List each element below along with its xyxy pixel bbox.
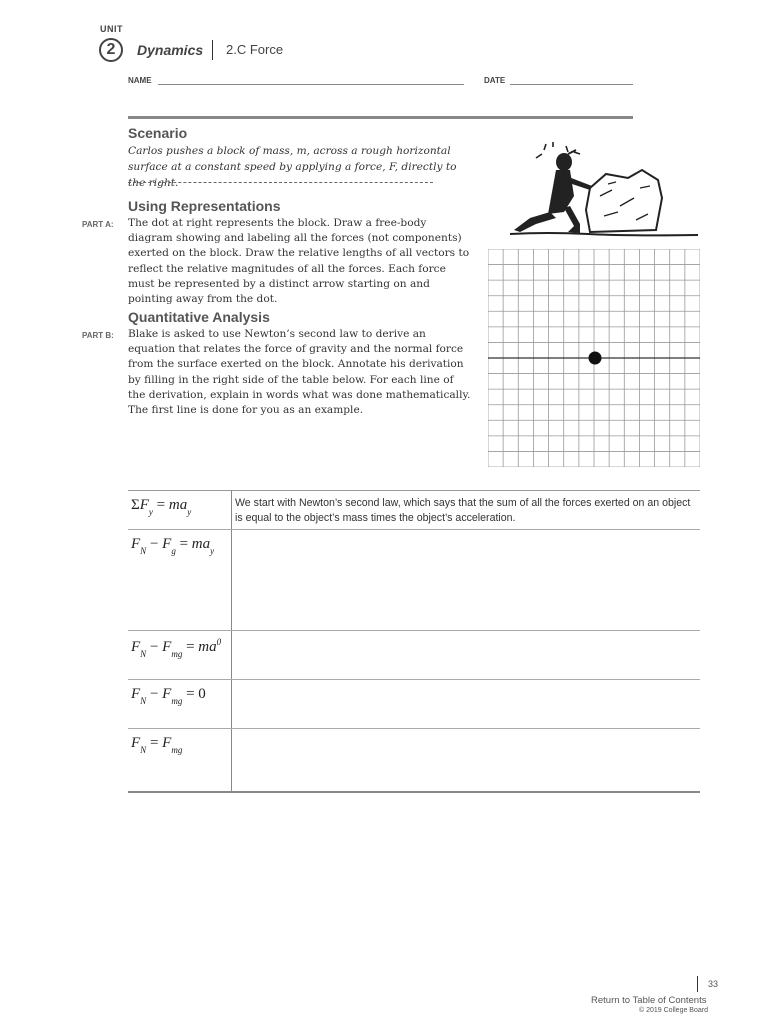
date-field-line[interactable] bbox=[510, 84, 633, 85]
derivation-explanation-3-blank[interactable] bbox=[235, 634, 695, 676]
derivation-equation-4: $F_N - F_{mg} = 0$ bbox=[131, 686, 206, 706]
free-body-diagram-grid[interactable] bbox=[488, 249, 700, 467]
copyright-text: © 2019 College Board bbox=[639, 1007, 708, 1014]
return-to-toc-link[interactable]: Return to Table of Contents bbox=[591, 995, 707, 1006]
table-column-divider bbox=[231, 490, 232, 792]
header-divider bbox=[212, 40, 213, 60]
block-dot bbox=[589, 352, 602, 365]
derivation-explanation-1: We start with Newton’s second law, which says that the sum of all the forces exerted on an object is equal to the object’s mass times the object’s acceleration. bbox=[235, 497, 691, 524]
name-label: NAME bbox=[128, 76, 152, 85]
date-label: DATE bbox=[484, 76, 506, 85]
scenario-divider bbox=[128, 182, 433, 183]
derivation-equation-1: $\Sigma F_y = ma_y$ bbox=[131, 497, 192, 517]
part-b-text: Blake is asked to use Newton’s second law to derive an equation that relates the force of gravity and the normal force from the surface exerted on the block. Annotate his derivation by filling in the right side of the table below. For each line of the derivation, explain in words what was done mathematically. The first line is done for you as an example. bbox=[128, 328, 471, 417]
unit-name: Dynamics bbox=[137, 42, 204, 58]
page-number: 33 bbox=[708, 979, 719, 989]
derivation-equation-2: $F_N - F_g = ma_y$ bbox=[131, 536, 215, 556]
scenario-text: Carlos pushes a block of mass, m, across a rough horizontal surface at a constant speed by applying a force, F, directly to the right. bbox=[128, 145, 457, 189]
table-row-divider bbox=[128, 679, 700, 680]
derivation-explanation-2-blank[interactable] bbox=[235, 534, 695, 626]
part-a-text: The dot at right represents the block. Draw a free-body diagram showing and labeling all the forces (not components) exerted on the block. Draw the relative lengths of all vectors to reflect the relative magnitudes of all the forces. Each force must be represented by a distinct arrow starting on and pointing away from the dot. bbox=[128, 217, 470, 306]
unit-label: UNIT bbox=[100, 24, 123, 34]
derivation-equation-3: $F_N - F_{mg} = ma^0$ bbox=[131, 637, 222, 659]
table-bottom-border bbox=[128, 791, 700, 793]
table-row-divider bbox=[128, 529, 700, 530]
table-top-border bbox=[128, 490, 700, 491]
using-representations-heading: Using Representations bbox=[128, 198, 281, 214]
part-a-label: PART A: bbox=[82, 220, 114, 229]
scenario-heading: Scenario bbox=[128, 125, 188, 141]
person-pushing-block-illustration bbox=[508, 140, 702, 240]
derivation-explanation-4-blank[interactable] bbox=[235, 683, 695, 725]
unit-number-badge: 2 bbox=[99, 38, 123, 62]
table-row-divider bbox=[128, 630, 700, 631]
footer-divider bbox=[697, 976, 698, 992]
topic-title: 2.C Force bbox=[226, 42, 284, 57]
quantitative-analysis-heading: Quantitative Analysis bbox=[128, 309, 270, 325]
name-field-line[interactable] bbox=[158, 84, 464, 85]
derivation-equation-5: $F_N = F_{mg}$ bbox=[131, 735, 183, 755]
header-rule bbox=[128, 116, 633, 119]
derivation-explanation-5-blank[interactable] bbox=[235, 732, 695, 788]
table-row-divider bbox=[128, 728, 700, 729]
part-b-label: PART B: bbox=[82, 331, 114, 340]
